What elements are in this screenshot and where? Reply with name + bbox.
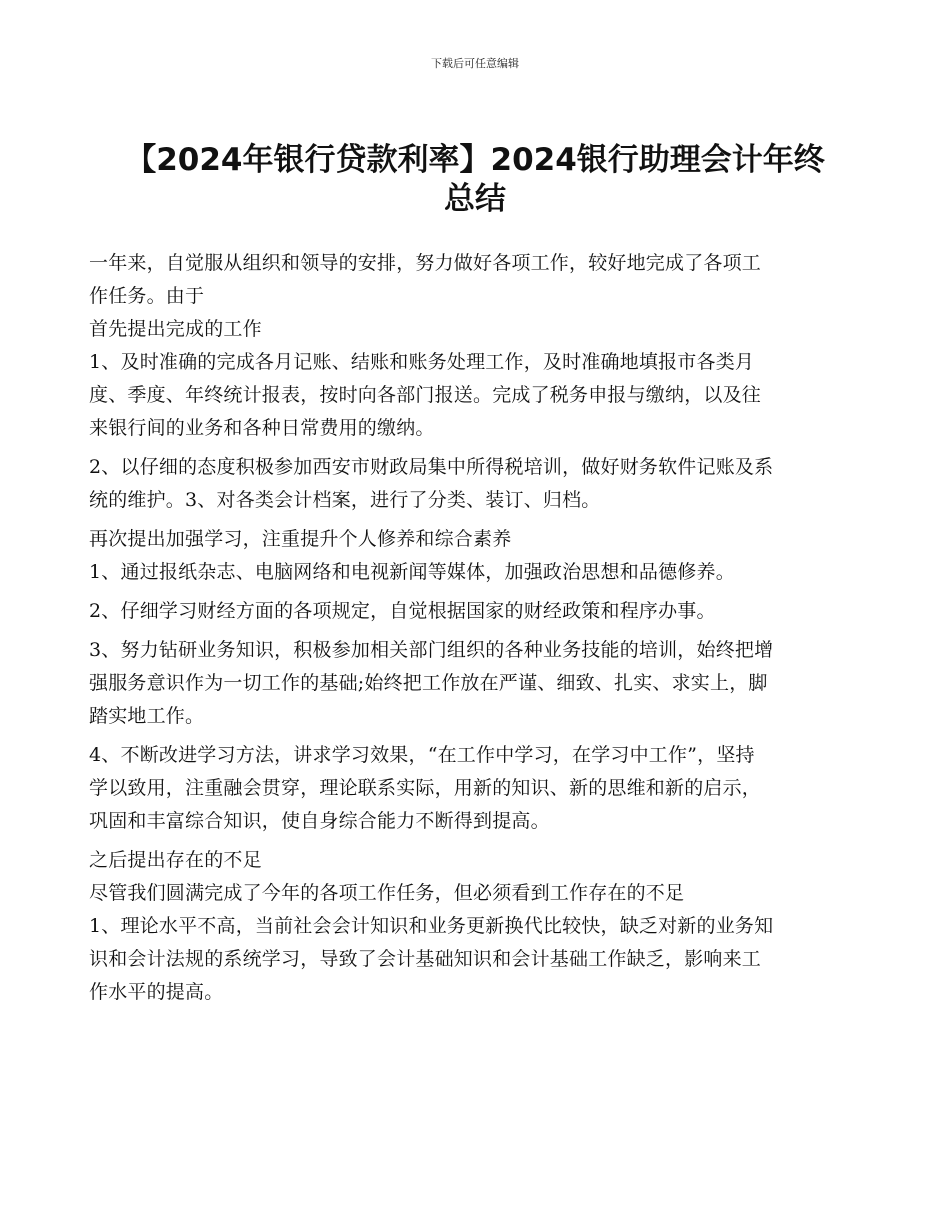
title-line: 【2024年银行贷款利率】2024银行助理会计年终 <box>125 142 825 178</box>
text-line: 识和会计法规的系统学习，导致了会计基础知识和会计基础工作缺乏，影响来工 <box>89 948 762 970</box>
document-body <box>89 247 864 1009</box>
text-line: 作任务。由于 <box>89 285 205 307</box>
text-line: 1、通过报纸杂志、电脑网络和电视新闻等媒体，加强政治思想和品德修养。 <box>89 561 735 583</box>
text-line: 一年来，自觉服从组织和领导的安排，努力做好各项工作，较好地完成了各项工 <box>89 252 762 274</box>
paragraph-intro <box>89 247 864 313</box>
header-note: 下载后可任意编辑 <box>431 57 519 70</box>
text-line: 再次提出加强学习，注重提升个人修养和综合素养 <box>89 528 512 550</box>
document-title <box>95 141 855 219</box>
text-line: 1、及时准确的完成各月记账、结账和账务处理工作，及时准确地填报市各类月 <box>89 351 755 373</box>
text-line: 作水平的提高。 <box>89 981 224 1003</box>
text-line: 4、不断改进学习方法，讲求学习效果，“在工作中学习，在学习中工作”，坚持 <box>89 744 755 766</box>
text-line: 首先提出完成的工作 <box>89 318 262 340</box>
text-line: 之后提出存在的不足 <box>89 849 262 871</box>
title-line: 总结 <box>444 181 506 217</box>
paragraph-item-1 <box>89 346 864 445</box>
section-heading-study <box>89 523 864 556</box>
text-line: 来银行间的业务和各种日常费用的缴纳。 <box>89 417 435 439</box>
paragraph-study-3 <box>89 634 864 733</box>
text-line: 强服务意识作为一切工作的基础;始终把工作放在严谨、细致、扎实、求实上，脚 <box>89 672 768 694</box>
text-line: 2、仔细学习财经方面的各项规定，自觉根据国家的财经政策和程序办事。 <box>89 600 716 622</box>
text-line: 3、努力钻研业务知识，积极参加相关部门组织的各种业务技能的培训，始终把增 <box>89 639 774 661</box>
section-heading-completed-work <box>89 313 864 346</box>
text-line: 1、理论水平不高，当前社会会计知识和业务更新换代比较快，缺乏对新的业务知 <box>89 915 774 937</box>
text-line: 2、以仔细的态度积极参加西安市财政局集中所得税培训，做好财务软件记账及系 <box>89 456 774 478</box>
text-line: 尽管我们圆满完成了今年的各项工作任务，但必须看到工作存在的不足 <box>89 882 685 904</box>
paragraph-study-2 <box>89 595 864 628</box>
text-line: 度、季度、年终统计报表，按时向各部门报送。完成了税务申报与缴纳，以及往 <box>89 384 762 406</box>
section-heading-shortcomings <box>89 844 864 877</box>
text-line: 踏实地工作。 <box>89 705 205 727</box>
paragraph-shortcomings-1 <box>89 910 864 1009</box>
text-line: 巩固和丰富综合知识，使自身综合能力不断得到提高。 <box>89 810 550 832</box>
text-line: 学以致用，注重融会贯穿，理论联系实际，用新的知识、新的思维和新的启示， <box>89 777 762 799</box>
paragraph-study-1 <box>89 556 864 589</box>
paragraph-study-4 <box>89 739 864 838</box>
paragraph-item-2 <box>89 451 864 517</box>
text-line: 统的维护。3、对各类会计档案，进行了分类、装订、归档。 <box>89 489 601 511</box>
paragraph-shortcomings-intro <box>89 877 864 910</box>
